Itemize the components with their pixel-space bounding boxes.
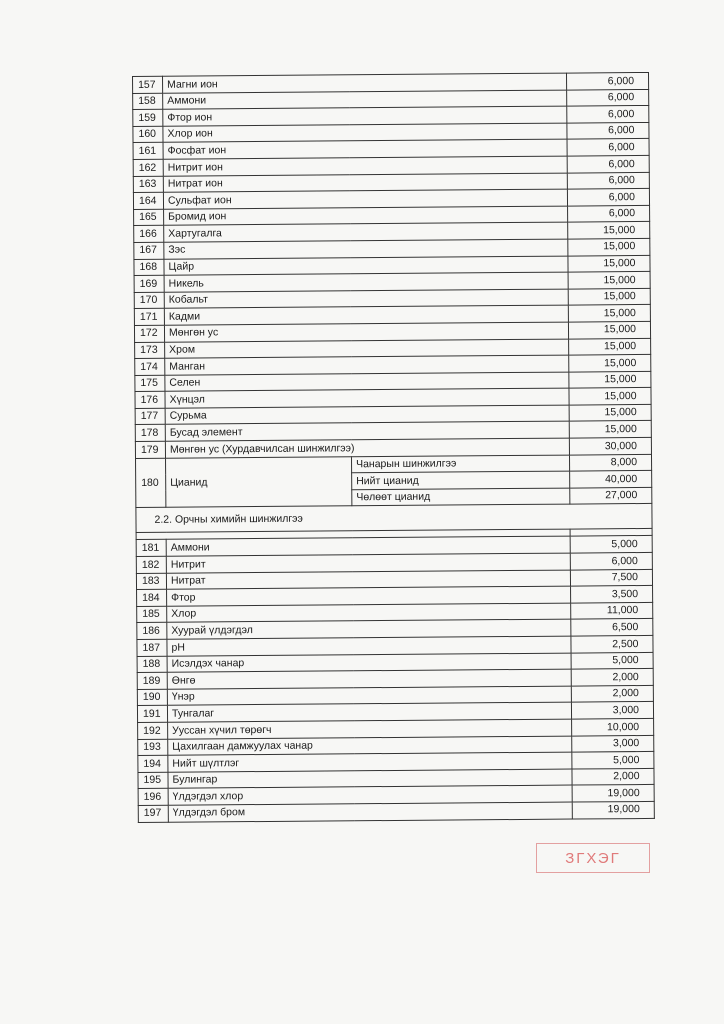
row-price: 5,000 (570, 536, 652, 553)
row-name: Аммони (163, 90, 567, 110)
row-name: Сурьма (165, 405, 569, 425)
row-price: 19,000 (572, 801, 654, 818)
row-number: 194 (138, 755, 168, 772)
row-price: 2,500 (571, 635, 653, 652)
row-number: 164 (133, 192, 163, 209)
row-name: Цайр (164, 256, 568, 276)
row-price: 15,000 (568, 321, 650, 338)
table-row (138, 801, 654, 822)
row-price: 19,000 (572, 785, 654, 802)
row-price: 6,000 (567, 122, 649, 139)
row-name: Ууссан хүчил төрөгч (168, 719, 572, 739)
row-price: 10,000 (572, 718, 654, 735)
row-name: Исэлдэх чанар (167, 653, 571, 673)
row-number: 184 (137, 589, 167, 606)
row-name: Үлдэгдэл хлор (168, 785, 572, 805)
row-price: 15,000 (569, 404, 651, 421)
row-number: 170 (134, 292, 164, 309)
row-price: 15,000 (568, 255, 650, 272)
row-name: Зэс (164, 239, 568, 259)
row-number: 178 (135, 425, 165, 442)
row-number: 173 (135, 342, 165, 359)
row-number: 193 (138, 739, 168, 756)
row-number: 160 (133, 126, 163, 143)
row-number: 167 (134, 242, 164, 259)
row-price: 27,000 (570, 487, 652, 504)
table-body-environment (136, 536, 654, 822)
row-price: 2,000 (571, 685, 653, 702)
row-number: 192 (138, 722, 168, 739)
row-number: 159 (133, 109, 163, 126)
row-price: 6,000 (567, 155, 649, 172)
row-price: 15,000 (569, 421, 651, 438)
row-name: Кобальт (164, 289, 568, 309)
row-name: Бусад элемент (165, 422, 569, 442)
row-number: 158 (133, 93, 163, 110)
row-name: Магни ион (163, 73, 567, 93)
row-name: Хүнцэл (165, 388, 569, 408)
row-price: 7,500 (570, 569, 652, 586)
row-name: Сульфат ион (163, 189, 567, 209)
row-price: 15,000 (569, 371, 651, 388)
row-price: 3,500 (571, 586, 653, 603)
row-name: Фтор (167, 586, 571, 606)
row-number: 161 (133, 143, 163, 160)
row-price: 6,000 (568, 205, 650, 222)
row-name: Бромид ион (164, 206, 568, 226)
row-number: 189 (137, 672, 167, 689)
row-price: 15,000 (568, 238, 650, 255)
row-price: 15,000 (568, 305, 650, 322)
row-number: 174 (135, 358, 165, 375)
row-name: Селен (165, 372, 569, 392)
row-number: 190 (137, 689, 167, 706)
row-price: 6,000 (570, 552, 652, 569)
row-price: 15,000 (568, 288, 650, 305)
row-name: Нитрат (166, 570, 570, 590)
row-number: 177 (135, 408, 165, 425)
row-name: Хартугалга (164, 222, 568, 242)
row-price: 15,000 (569, 388, 651, 405)
row-price: 15,000 (568, 272, 650, 289)
row-price: 6,000 (567, 106, 649, 123)
row-price: 6,000 (567, 189, 649, 206)
stamp: ЗГХЭГ (536, 843, 650, 873)
row-price: 3,000 (572, 735, 654, 752)
row-price: 6,000 (567, 89, 649, 106)
row-price: 40,000 (570, 471, 652, 488)
row-name: Аммони (166, 537, 570, 557)
row-number: 168 (134, 259, 164, 276)
row-number: 183 (136, 573, 166, 590)
row-name: Үнэр (167, 686, 571, 706)
row-name: Булингар (168, 769, 572, 789)
row-name: Нитрат ион (163, 173, 567, 193)
row-number: 196 (138, 789, 168, 806)
row-name: Цахилгаан дамжуулах чанар (168, 736, 572, 756)
row-number: 163 (133, 176, 163, 193)
row-number: 188 (137, 656, 167, 673)
cyanide-group (136, 454, 653, 540)
row-price: 6,500 (571, 619, 653, 636)
row-name: Мөнгөн ус (Хурдавчилсан шинжилгээ) (165, 438, 569, 458)
row-number: 195 (138, 772, 168, 789)
row-price: 15,000 (569, 355, 651, 372)
row-price: 15,000 (569, 338, 651, 355)
sub-test-label: Чөлөөт цианид (352, 488, 570, 506)
row-number: 179 (135, 441, 165, 458)
row-price: 15,000 (568, 222, 650, 239)
row-number: 180 (136, 458, 166, 508)
row-price: 11,000 (571, 602, 653, 619)
sub-test-label: Нийт цианид (352, 471, 570, 489)
row-price: 6,000 (567, 139, 649, 156)
row-number: 185 (137, 606, 167, 623)
row-number: 197 (138, 805, 168, 822)
row-price: 6,000 (567, 172, 649, 189)
row-price: 5,000 (571, 652, 653, 669)
row-number: 157 (133, 76, 163, 93)
row-number: 191 (137, 706, 167, 723)
row-number: 181 (136, 540, 166, 557)
row-name: Өнгө (167, 669, 571, 689)
row-price: 2,000 (571, 669, 653, 686)
row-price: 6,000 (566, 72, 648, 89)
price-table (132, 72, 655, 823)
row-name: Никель (164, 272, 568, 292)
row-number: 182 (136, 556, 166, 573)
row-name: Нийт шүлтлэг (168, 752, 572, 772)
row-name: Хром (165, 339, 569, 359)
row-name: Манган (165, 355, 569, 375)
row-name: Цианид (166, 456, 352, 507)
row-name: Үлдэгдэл бром (168, 802, 572, 822)
row-name: pH (167, 636, 571, 656)
row-number: 172 (134, 325, 164, 342)
sub-test-label: Чанарын шинжилгээ (351, 455, 569, 473)
row-name: Кадми (164, 305, 568, 325)
row-number: 171 (134, 309, 164, 326)
row-number: 162 (133, 159, 163, 176)
row-name: Фосфат ион (163, 139, 567, 159)
row-name: Фтор ион (163, 106, 567, 126)
row-name: Хлор (167, 603, 571, 623)
row-number: 165 (134, 209, 164, 226)
row-price: 8,000 (569, 454, 651, 471)
row-number: 176 (135, 392, 165, 409)
row-price: 5,000 (572, 752, 654, 769)
row-name: Тунгалаг (167, 702, 571, 722)
row-name: Нитрит (166, 553, 570, 573)
row-number: 166 (134, 226, 164, 243)
row-name: Нитрит ион (163, 156, 567, 176)
price-table-sheet (132, 72, 654, 823)
section-title: 2.2. Орчны химийн шинжилгээ (136, 504, 652, 533)
row-price: 2,000 (572, 768, 654, 785)
row-price: 3,000 (571, 702, 653, 719)
row-number: 175 (135, 375, 165, 392)
row-name: Мөнгөн ус (164, 322, 568, 342)
row-name: Хуурай үлдэгдэл (167, 619, 571, 639)
row-number: 187 (137, 639, 167, 656)
table-body-metals-ions (133, 72, 652, 458)
row-number: 186 (137, 623, 167, 640)
row-number: 169 (134, 275, 164, 292)
row-price: 30,000 (569, 437, 651, 454)
row-name: Хлор ион (163, 123, 567, 143)
